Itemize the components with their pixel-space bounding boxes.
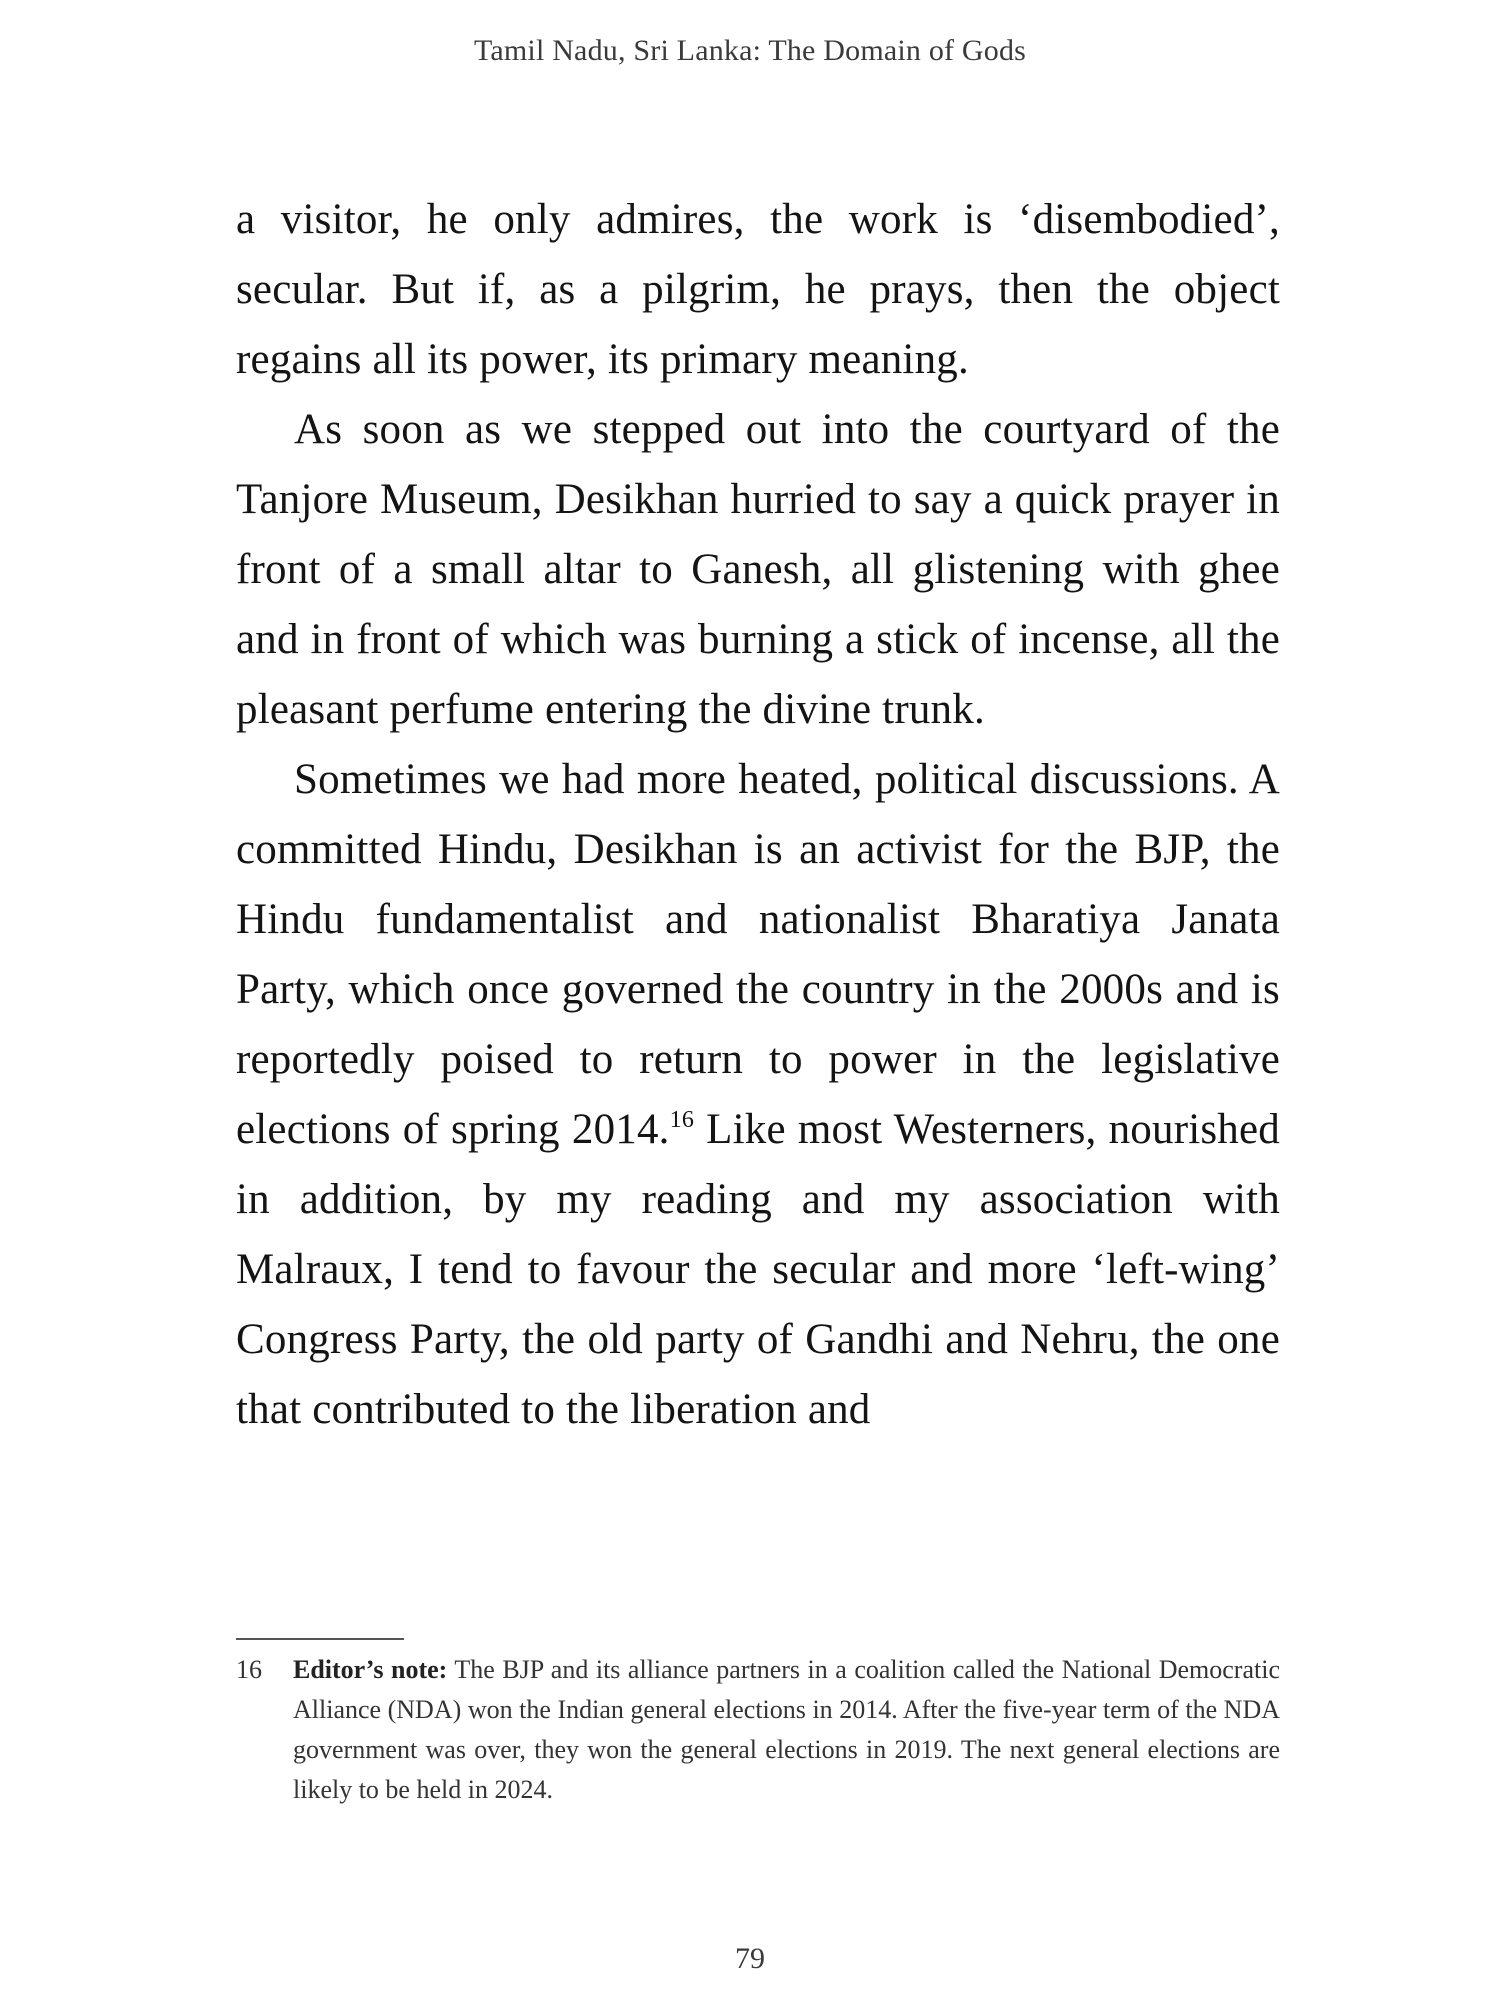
paragraph-3 [236, 745, 1280, 1445]
paragraph-3-text-end: Like most Westerners, nourished in addition, by my reading and my association with Malraux, I tend to favour the secular and more ‘left-wing’ Congress Party, the old party of Gandhi and Nehru, the one that contributed to the liberation and [236, 1106, 1280, 1433]
footnote-divider [236, 1638, 404, 1640]
footnote-number: 16 [236, 1655, 262, 1684]
page-number: 79 [735, 1942, 765, 1975]
paragraph-2: As soon as we stepped out into the courtyard of the Tanjore Museum, Desikhan hurried to say a quick prayer in front of a small altar to Ganesh, all glistening with ghee and in front of which was burning a stick of incense, all the pleasant perfume entering the divine trunk. [236, 406, 1280, 733]
body-text [236, 185, 1280, 1445]
footnote-text: The BJP and its alliance partners in a coalition called the National Democratic Alliance (NDA) won the Indian general elections in 2014. After the five-year term of the NDA government was over, they won the general elections in 2019. The next general elections are likely to be held in 2024. [293, 1655, 1280, 1804]
footnote [236, 1650, 1280, 1810]
footnote-reference: 16 [669, 1107, 695, 1133]
footnote-body [293, 1650, 1280, 1810]
paragraph-3-text-start: Sometimes we had more heated, political discussions. A committed Hindu, Desikhan is an activist for the BJP, the Hindu fundamentalist and nationalist Bharatiya Janata Party, which once governed the country in the 2000s and is reportedly poised to return to power in the legislative elections of spring 2014. [236, 756, 1280, 1153]
running-head: Tamil Nadu, Sri Lanka: The Domain of Gods [473, 34, 1027, 67]
footnote-lead: Editor’s note: [293, 1655, 448, 1684]
paragraph-1: a visitor, he only admires, the work is ‘disembodied’, secular. But if, as a pilgrim, he prays, then the object regains all its power, its primary meaning. [236, 196, 1280, 383]
